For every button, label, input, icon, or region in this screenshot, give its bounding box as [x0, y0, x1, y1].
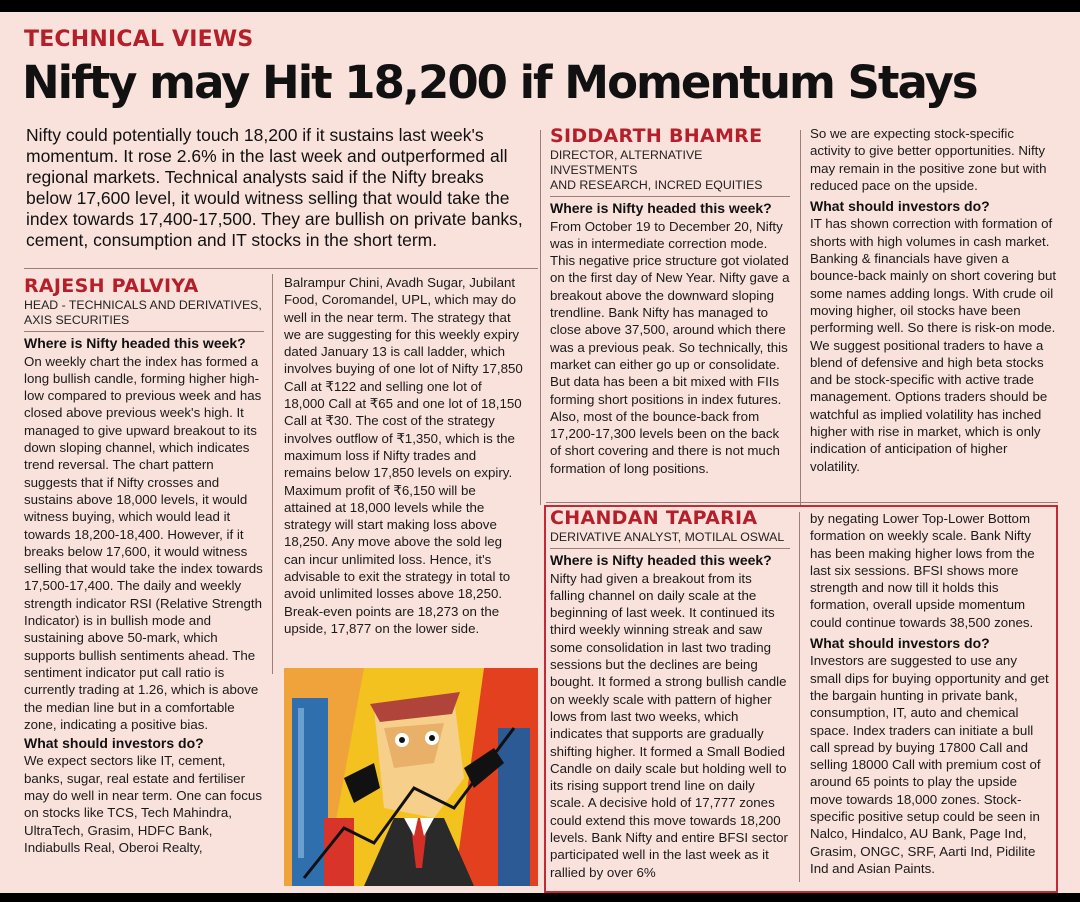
divider [24, 331, 264, 332]
siddarth-column-continued [810, 125, 1058, 475]
section-divider [24, 268, 538, 269]
answer-text: Nifty had given a breakout from its falling channel on daily scale at the beginning of last week. It continued its third weekly winning streak and saw some consolidation in last two trading sessions but the declines are being bought. It formed a strong bullish candle on weekly scale with pattern of higher lows from last two weeks, which indicates that supports are gradually shifting higher. It formed a Small Bodied Candle on daily scale but holding well to its rising support trend line on daily scale. A decisive hold of 17,777 zones could extend this move towards 18,200 levels. Bank Nifty and entire BFSI sector participated well in the last week as it rallied by over 6% [550, 570, 788, 880]
question-heading: Where is Nifty headed this week? [24, 335, 246, 352]
siddarth-column [550, 125, 790, 477]
answer-text: So we are expecting stock-specific activity to give better opportunities. Nifty may remain in the positive zone but with reduced pace on the upside. [810, 126, 1047, 193]
author-name: RAJESH PALVIYA [24, 275, 199, 297]
question-heading: Where is Nifty headed this week? [550, 552, 772, 569]
answer-text: On weekly chart the index has formed a long bullish candle, forming higher high-low compared to previous week and has closed above previous week's high. It managed to give upward breakout to its down sloping channel, which indicates trend reversal. The chart pattern suggests that if Nifty crosses and sustains above 18,000 levels, it would witness buying, which would lead it towards 18,200-18,400. However, if it breaks below 17,600, it would witness selling that would take the index towards 17,500-17,400. The daily and weekly strength indicator RSI (Relative Strength Indicator) is in bullish mode and sustaining above 50-mark, which supports bullish sentiments ahead. The sentiment indicator put call ratio is currently trading at 1.26, which is above the median line but in a comfortable zone, indicating a positive bias. [24, 353, 263, 732]
rajesh-column [24, 275, 264, 856]
author-role: DERIVATIVE ANALYST, MOTILAL OSWAL [550, 530, 785, 545]
section-rubric: TECHNICAL VIEWS [24, 27, 254, 52]
answer-text: From October 19 to December 20, Nifty was in intermediate correction mode. This negative price structure got violated on the first day of New Year. Nifty gave a breakout above the downward sloping trendline. Bank Nifty has managed to close above 37,500, around which there was a previous peak. So technically, this market can either go up or consolidate. But data has been a bit mixed with FIIs forming short positions in index futures. Also, most of the bounce-back from 17,200-17,300 levels been on the back of short covering and there is not much formation of long positions. [550, 218, 790, 476]
author-name: SIDDARTH BHAMRE [550, 125, 763, 147]
column-divider [800, 130, 801, 505]
chandan-column-continued [810, 510, 1050, 877]
author-name: CHANDAN TAPARIA [550, 507, 758, 529]
businessman-illustration [284, 668, 538, 886]
headline: Nifty may Hit 18,200 if Momentum Stays [22, 56, 977, 109]
column-divider [540, 130, 541, 505]
author-role: DIRECTOR, ALTERNATIVE INVESTMENTS [550, 148, 703, 178]
author-role: HEAD - TECHNICALS AND DERIVATIVES, [24, 298, 262, 313]
question-heading: What should investors do? [810, 635, 990, 652]
answer-text: Balrampur Chini, Avadh Sugar, Jubilant Food, Coromandel, UPL, which may do well in the near term. The strategy that we are suggesting for this weekly expiry dated January 13 is call ladder, which involves buying of one lot of Nifty 17,850 Call at ₹122 and selling one lot of 18,000 Call at ₹65 and one lot of 18,150 Call at ₹30. The cost of the strategy involves outflow of ₹1,350, which is the maximum loss if Nifty trades and remains below 17,850 levels on expiry. Maximum profit of ₹6,150 will be attained at 18,000 levels while the strategy will start making loss above 18,250. Any move above the sold leg can incur unlimited loss. Hence, it's advisable to exit the strategy in total to avoid unlimited losses above 18,250. Break-even points are 18,273 on the upside, 17,877 on the lower side. [284, 275, 523, 636]
newspaper-page [0, 12, 1080, 893]
column-divider [799, 512, 800, 882]
column-divider [272, 274, 273, 674]
chandan-column [550, 507, 790, 881]
divider [550, 196, 790, 197]
rajesh-column-continued [284, 274, 526, 637]
question-heading: What should investors do? [24, 735, 204, 752]
intro-paragraph: Nifty could potentially touch 18,200 if it sustains last week's momentum. It rose 2.6% in the last week and outperformed all regional markets. Technical analysts said if the Nifty breaks below 17,600 level, it would witness selling that would take the index towards 17,400-17,500. They are bullish on private banks, cement, consumption and IT stocks in the short term. [26, 125, 523, 250]
author-role: AND RESEARCH, INCRED EQUITIES [550, 178, 763, 193]
author-role: AXIS SECURITIES [24, 313, 130, 328]
question-heading: What should investors do? [810, 198, 990, 215]
section-divider [546, 502, 1058, 503]
answer-text: IT has shown correction with formation of shorts with high volumes in cash market. Banking & financials have given a bounce-back mainly on short covering but some names adding longs. With crude oil moving higher, oil stocks have been performing well. So there is risk-on mode. We suggest positional traders to have a blend of defensive and high beta stocks and be stock-specific with active trade management. Options traders should be watchful as implied volatility has inched higher with rise in market, which is only indication of anticipation of higher volatility. [810, 216, 1057, 474]
answer-text: by negating Lower Top-Lower Bottom formation on weekly scale. Bank Nifty has been making higher lows from the last six sessions. BFSI shows more strength and now till it holds this formation, overall upside momentum could continue towards 38,500 zones. [810, 511, 1035, 630]
divider [550, 548, 790, 549]
illustration-businessman [284, 668, 538, 886]
answer-text: We expect sectors like IT, cement, banks, sugar, real estate and fertiliser may do well in near term. One can focus on stocks like TCS, Tech Mahindra, UltraTech, Grasim, HDFC Bank, Indiabulls Real, Oberoi Realty, [24, 753, 262, 855]
answer-text: Investors are suggested to use any small dips for buying opportunity and get the bargain hunting in private bank, consumption, IT, auto and chemical space. Index traders can initiate a bull call spread by buying 17800 Call and selling 18000 Call with premium cost of around 65 points to play the upside move towards 18,000 zones. Stock-specific positive setup could be seen in Nalco, Hindalco, AU Bank, Page Ind, Grasim, ONGC, SRF, Aarti Ind, Pidilite Ind and Asian Paints. [810, 653, 1049, 876]
question-heading: Where is Nifty headed this week? [550, 200, 772, 217]
